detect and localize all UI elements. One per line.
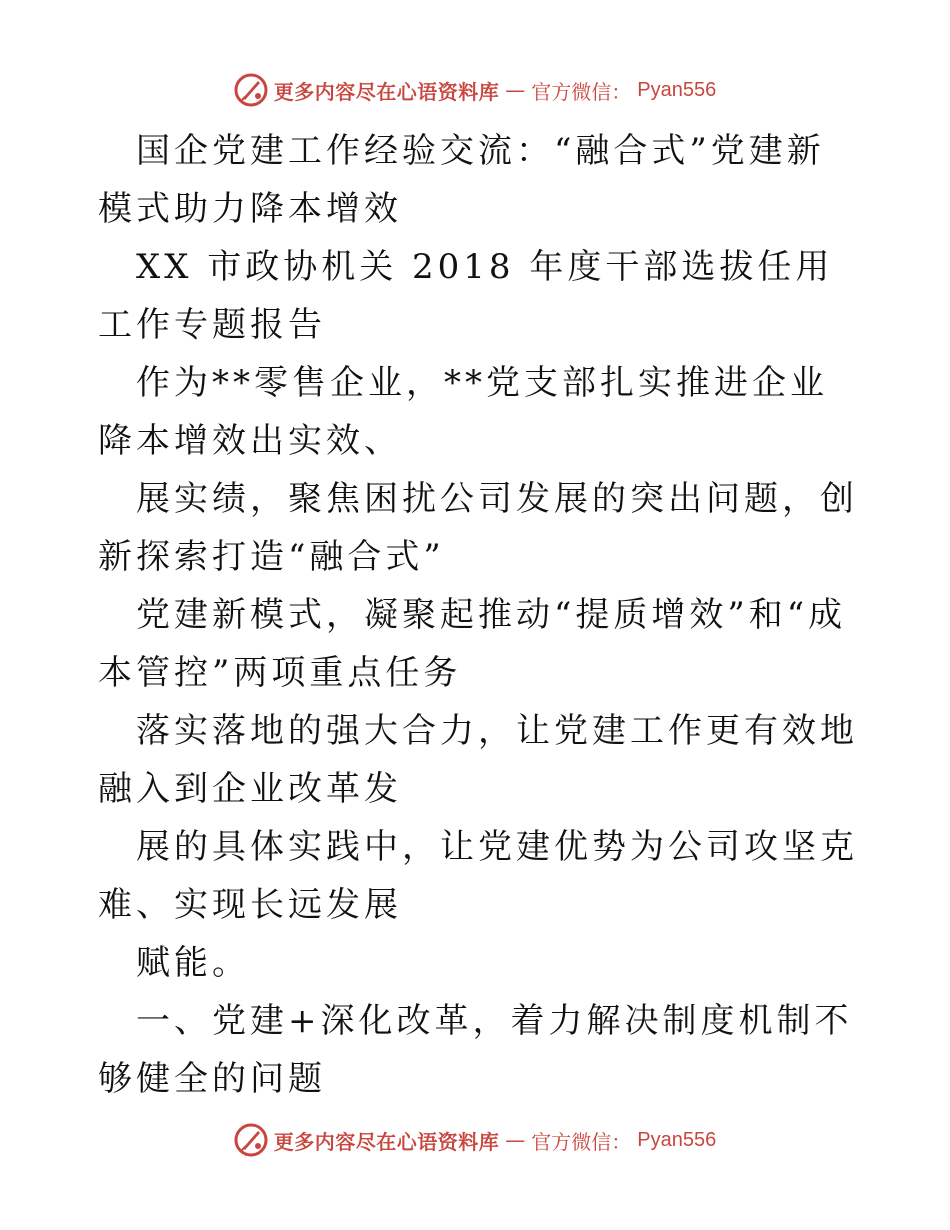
body-paragraph: 展实绩，聚焦困扰公司发展的突出问题，创新探索打造“融合式” [98,479,858,577]
feather-pen-logo-icon [234,73,268,107]
feather-pen-logo-icon [234,1123,268,1157]
section-heading: 一、党建+深化改革，着力解决制度机制不够健全的问题 [98,1001,853,1099]
footer-banner [0,1120,950,1160]
document-body [98,122,858,1108]
document-title: 国企党建工作经验交流：“融合式”党建新模式助力降本增效 [98,131,825,229]
header-banner [0,70,950,110]
site-name-text: 更多内容尽在心语资料库 [273,79,500,104]
site-name-text: 更多内容尽在心语资料库 [273,1129,500,1154]
body-paragraph: 展的具体实践中，让党建优势为公司攻坚克难、实现长远发展 [98,827,858,925]
banner-separator: — [505,78,526,102]
wechat-label: 官方微信： [531,1129,632,1154]
wechat-id: Pyan556 [637,1128,717,1151]
wechat-id: Pyan556 [637,78,717,101]
body-paragraph: 党建新模式，凝聚起推动“提质增效”和“成本管控”两项重点任务 [98,595,847,693]
body-paragraph: 赋能。 [136,943,250,983]
body-paragraph: 落实落地的强大合力，让党建工作更有效地融入到企业改革发 [98,711,858,809]
body-paragraph: 作为**零售企业，**党支部扎实推进企业降本增效出实效、 [98,363,828,461]
wechat-label: 官方微信： [531,79,632,104]
banner-separator: — [505,1128,526,1152]
report-subtitle: XX 市政协机关 2018 年度干部选拔任用工作专题报告 [98,247,834,345]
